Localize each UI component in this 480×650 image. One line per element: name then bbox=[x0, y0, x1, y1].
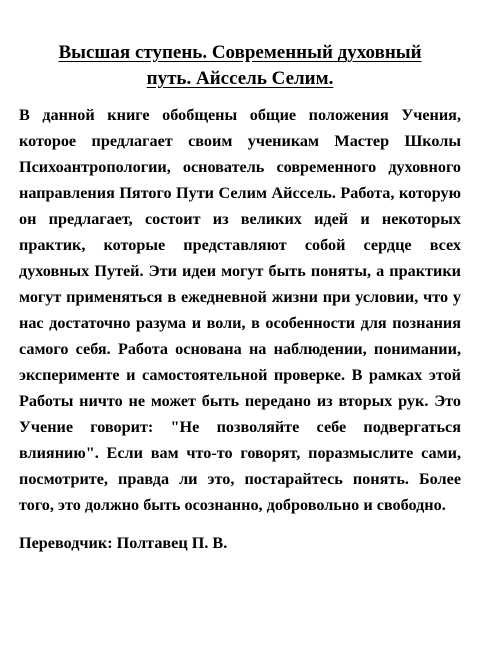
title-line-2: путь. Айссель Селим. bbox=[146, 68, 334, 89]
translator-credit: Переводчик: Полтавец П. В. bbox=[19, 534, 228, 552]
title-line-1: Высшая ступень. Современный духовный bbox=[58, 42, 422, 63]
document-title bbox=[19, 40, 461, 92]
description-paragraph: В данной книге обобщены общие положения Учения, которое предлагает своим ученикам Мастер Школы Психоантропологии, основатель современного духовного направления Пятого Пути Селим Айссель. Работа, которую он предлагает, состоит из великих идей и некоторых практик, которые представляют собой сердце всех духовных Путей. Эти идеи могут быть поняты, а практики могут применяться в ежедневной жизни при условии, что у нас достаточно разума и воли, в особенности для познания самого себя. Работа основана на наблюдении, понимании, эксперименте и самостоятельной проверке. В рамках этой Работы ничто не может быть передано из вторых рук. Это Учение говорит: "Не позволяйте себе подвергаться влиянию". Если вам что-то говорят, поразмыслите сами, посмотрите, правда ли это, постарайтесь понять. Более того, это должно быть осознанно, добровольно и свободно. bbox=[19, 106, 461, 514]
